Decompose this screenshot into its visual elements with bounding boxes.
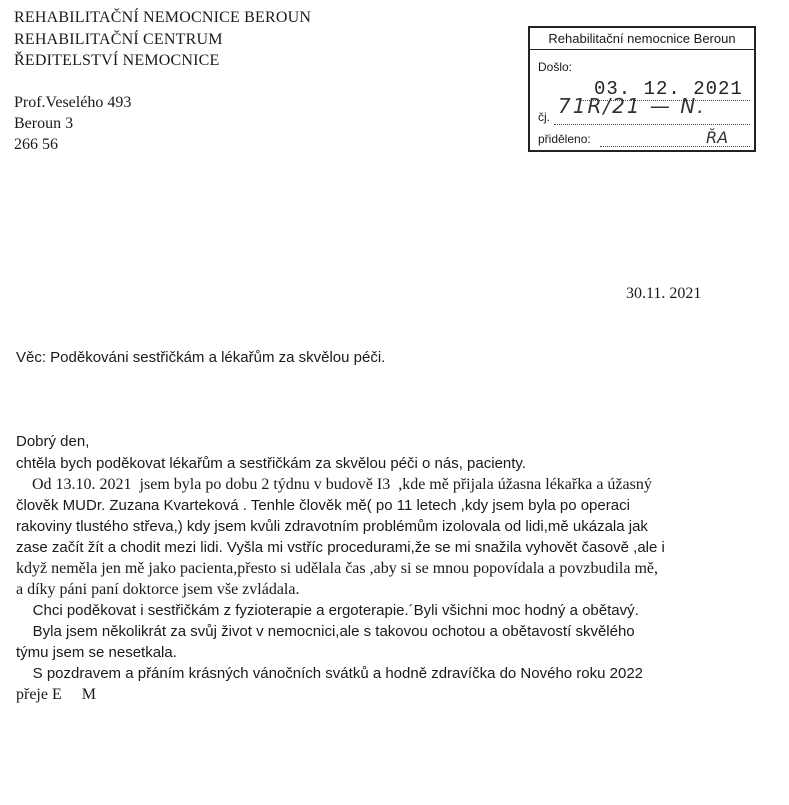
letterhead-line-2: REHABILITAČNÍ CENTRUM xyxy=(14,31,223,48)
address-street: Prof.Veselého 493 xyxy=(14,94,132,111)
address-zip: 266 56 xyxy=(14,136,58,153)
stamp-dotted-line xyxy=(554,124,750,125)
stamp-assigned-label: přiděleno: xyxy=(538,132,591,146)
stamp-assigned-value: ŘA xyxy=(706,128,729,147)
body-line: Chci poděkovat i sestřičkám z fyzioterapie a ergoterapie.´Byli všichni moc hodný a obětavý. xyxy=(16,602,639,619)
body-line: týmu jsem se nesetkala. xyxy=(16,644,177,661)
body-line: když neměla jen mě jako pacienta,přesto si udělala čas ,aby si se mnou popovídala a povzbudila mě, xyxy=(16,560,659,577)
stamp-number-value: 71R/21 — N. xyxy=(558,94,706,118)
stamp-received-label: Došlo: xyxy=(538,60,573,74)
body-line: člověk MUDr. Zuzana Kvarteková . Tenhle člověk mě( po 11 letech ,kdy jsem byla po operaci xyxy=(16,497,630,514)
stamp-dotted-line xyxy=(600,146,750,147)
body-line: rakoviny tlustého střeva,) kdy jsem kvůli zdravotním problémům izolovala od lidi,mě ukázala jak xyxy=(16,518,648,535)
letterhead-line-1: REHABILITAČNÍ NEMOCNICE BEROUN xyxy=(14,9,312,26)
body-line: Od 13.10. 2021 jsem byla po dobu 2 týdnu v budově I3 ,kde mě přijala úžasna lékařka a úžasný xyxy=(16,476,652,493)
letter-greeting: Dobrý den, xyxy=(16,433,90,450)
stamp-received-date: 03. 12. 2021 xyxy=(594,78,743,100)
letter-signature: přeje E M xyxy=(16,686,96,703)
letter-subject: Věc: Poděkováni sestřičkám a lékařům za skvělou péči. xyxy=(16,349,386,366)
body-line: Byla jsem několikrát za svůj život v nemocnici,ale s takovou ochotou a obětavostí skvělého xyxy=(16,623,635,640)
body-line: a díky páni paní doktorce jsem vše zvládala. xyxy=(16,581,300,598)
received-stamp xyxy=(528,26,756,152)
letter-date: 30.11. 2021 xyxy=(626,285,702,302)
address-city: Beroun 3 xyxy=(14,115,74,132)
body-line: chtěla bych poděkovat lékařům a sestřičkám za skvělou péči o nás, pacienty. xyxy=(16,455,526,472)
stamp-title: Rehabilitační nemocnice Beroun xyxy=(530,28,754,50)
body-line: zase začít žít a chodit mezi lidi. Vyšla mi vstříc procedurami,že se mi snažila vyhovět časově ,ale i xyxy=(16,539,665,556)
letterhead-line-3: ŘEDITELSTVÍ NEMOCNICE xyxy=(14,52,220,69)
body-line: S pozdravem a přáním krásných vánočních svátků a hodně zdravíčka do Nového roku 2022 xyxy=(16,665,644,682)
stamp-number-label: čj. xyxy=(538,110,550,124)
